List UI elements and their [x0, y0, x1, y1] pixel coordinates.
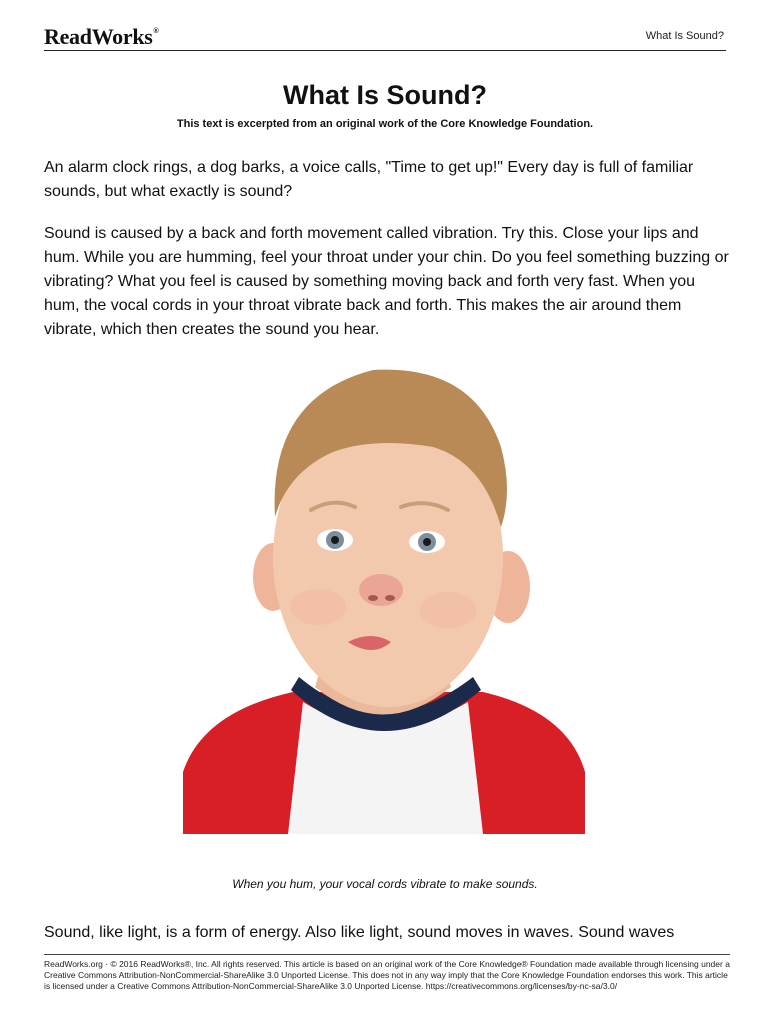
- header-page-title: What Is Sound?: [645, 30, 724, 42]
- paragraph-3: Sound, like light, is a form of energy. Also like light, sound moves in waves. Sound waves: [44, 924, 675, 941]
- paragraph-1: An alarm clock rings, a dog barks, a voice calls, "Time to get up!" Every day is full of familiar sounds, but what exactly is sound?: [44, 159, 694, 200]
- logo-text: ReadWorks: [44, 24, 153, 49]
- source-note: This text is excerpted from an original work of the Core Knowledge Foundation.: [176, 118, 594, 130]
- paragraph-2: Sound is caused by a back and forth movement called vibration. Try this. Close your lips and hum. While you are humming, feel your throat under your chin. Do you feel something buzzing or vibrating? What you feel is caused by something moving back and forth very fast. When you hum, the vocal cords in your throat vibrate back and forth. This makes the air around them vibrate, which then creates the sound you hear.: [44, 225, 729, 338]
- logo-registered-mark: ®: [153, 28, 159, 35]
- article-title: What Is Sound?: [283, 80, 487, 110]
- readworks-logo: [44, 24, 158, 50]
- boy-illustration: [183, 352, 585, 834]
- nose: [359, 574, 403, 606]
- license-footer: ReadWorks.org · © 2016 ReadWorks®, Inc. All rights reserved. This article is based on an original work of the Core Knowledge® Foundation made available through licensing under a Creative Commons Attribution-NonCommercial-ShareAlike 3.0 Unported License. This does not in any way imply that the Core Knowledge Foundation endorses this work. This article is licensed under a Creative Commons Attribution-NonCommercial-ShareAlike 3.0 Unported License. https://creativecommons.org/licenses/by-nc-sa/3.0/: [44, 954, 730, 992]
- boy-humming-photo: [183, 352, 585, 834]
- page-header: [44, 22, 726, 51]
- image-caption: When you hum, your vocal cords vibrate to make sounds.: [232, 877, 538, 891]
